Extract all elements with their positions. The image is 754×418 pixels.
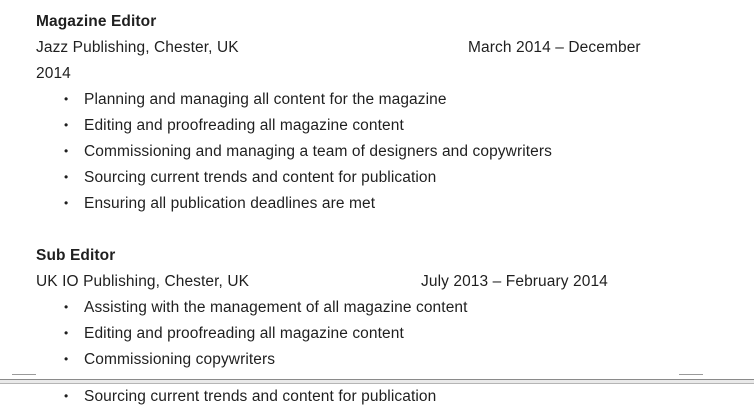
employment-dates-wrap: 2014 bbox=[36, 65, 71, 82]
list-item-text: Editing and proofreading all magazine content bbox=[84, 325, 404, 342]
list-item-text: Planning and managing all content for the magazine bbox=[84, 91, 447, 108]
list-item bbox=[64, 91, 447, 109]
job-title: Magazine Editor bbox=[36, 13, 157, 30]
list-item-text: Sourcing current trends and content for publication bbox=[84, 388, 437, 405]
list-item bbox=[64, 299, 468, 317]
list-item-text: Commissioning copywriters bbox=[84, 351, 276, 368]
list-item bbox=[64, 195, 375, 213]
bullet-icon: • bbox=[64, 144, 69, 158]
bullet-icon: • bbox=[64, 118, 69, 132]
employment-dates: July 2013 – February 2014 bbox=[421, 273, 608, 290]
company-location: Jazz Publishing, Chester, UK bbox=[36, 39, 239, 56]
list-item bbox=[64, 117, 404, 135]
list-item-text: Assisting with the management of all magazine content bbox=[84, 299, 468, 316]
list-item bbox=[64, 388, 436, 406]
list-item-text: Commissioning and managing a team of designers and copywriters bbox=[84, 143, 552, 160]
bullet-icon: • bbox=[64, 389, 69, 403]
bullet-icon: • bbox=[64, 300, 69, 314]
job-title: Sub Editor bbox=[36, 247, 116, 264]
bullet-icon: • bbox=[64, 92, 69, 106]
bullet-icon: • bbox=[64, 352, 69, 366]
list-item-text: Sourcing current trends and content for publication bbox=[84, 169, 437, 186]
document-page-2 bbox=[0, 384, 754, 418]
list-item bbox=[64, 351, 275, 369]
list-item bbox=[64, 325, 404, 343]
list-item bbox=[64, 143, 552, 161]
employment-dates: March 2014 – December bbox=[468, 39, 641, 56]
list-item-text: Ensuring all publication deadlines are met bbox=[84, 195, 376, 212]
bullet-icon: • bbox=[64, 170, 69, 184]
bullet-icon: • bbox=[64, 196, 69, 210]
company-location: UK IO Publishing, Chester, UK bbox=[36, 273, 250, 290]
bullet-icon: • bbox=[64, 326, 69, 340]
list-item-text: Editing and proofreading all magazine content bbox=[84, 117, 404, 134]
list-item bbox=[64, 169, 436, 187]
